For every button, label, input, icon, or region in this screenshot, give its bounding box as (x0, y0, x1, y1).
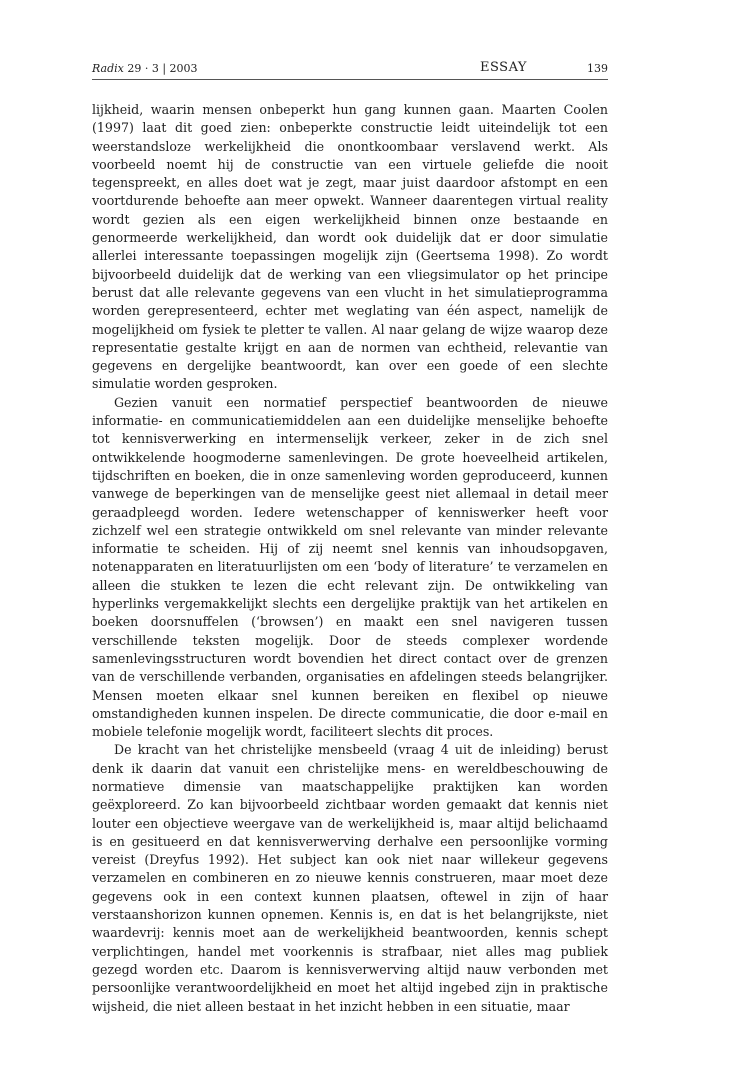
journal-citation (92, 62, 198, 75)
page-number: 139 (587, 62, 608, 75)
article-body (92, 101, 608, 1016)
paragraph-3: De kracht van het christelijke mensbeeld (vraag 4 uit de inleiding) berust denk ik daarin dat vanuit een christelijke mens- en wereldbeschouwing de normatieve dimensie van maatschappelijke praktijken kan worden geëxploreerd. Zo kan bijvoorbeeld zichtbaar worden gemaakt dat kennis niet louter een objectieve weergave van de werkelijkheid is, maar altijd belichaamd is en gesitueerd en dat kennisverwerving derhalve een persoonlijke vorming vereist (Dreyfus 1992). Het subject kan ook niet naar willekeur gegevens verzamelen en combineren en zo nieuwe kennis construeren, maar moet deze gegevens ook in een context kunnen plaatsen, oftewel in zijn of haar verstaanshorizon kunnen opnemen. Kennis is, en dat is het belangrijkste, niet waardevrij: kennis moet aan de werkelijkheid beantwoorden, kennis schept verplichtingen, handel met voorkennis is strafbaar, niet alles mag publiek gezegd worden etc. Daarom is kennisverwerving altijd nauw verbonden met persoonlijke verantwoordelijkheid en moet het altijd ingebed zijn in praktische wijsheid, die niet alleen bestaat in het inzicht hebben in een situatie, maar (92, 742, 608, 1014)
journal-name: Radix (92, 62, 124, 75)
section-title: ESSAY (480, 60, 528, 75)
paragraph-1: lijkheid, waarin mensen onbeperkt hun gang kunnen gaan. Maarten Coolen (1997) laat dit goed zien: onbeperkte constructie leidt uiteindelijk tot een weerstandsloze werkelijkheid die onontkoombaar verslavend werkt. Als voorbeeld noemt hij de constructie van een virtuele geliefde die nooit tegenspreekt, en alles doet wat je zegt, maar juist daardoor afstompt en een voortdurende behoefte aan meer opwekt. Wanneer daarentegen virtual reality wordt gezien als een eigen werkelijkheid binnen onze bestaande en genormeerde werkelijkheid, dan wordt ook duidelijk dat er door simulatie allerlei interessante toepassingen mogelijk zijn (Geertsema 1998). Zo wordt bijvoorbeeld duidelijk dat de werking van een vliegsimulator op het principe berust dat alle relevante gegevens van een vlucht in het simulatieprogramma worden gerepresenteerd, echter met weglating van één aspect, namelijk de mogelijkheid om fysiek te pletter te vallen. Al naar gelang de wijze waarop deze representatie gestalte krijgt en aan de normen van echtheid, relevantie van gegevens en dergelijke beantwoordt, kan over een goede of een slechte simulatie worden gesproken. (92, 102, 608, 392)
header-rule (92, 79, 608, 80)
paragraph-2: Gezien vanuit een normatief perspectief beantwoorden de nieuwe informatie- en communicatiemiddelen aan een duidelijke menselijke behoefte tot kennisverwerking en intermenselijk verkeer, zeker in de zich snel ontwikkelende hoogmoderne samenlevingen. De grote hoeveelheid artikelen, tijdschriften en boeken, die in onze samenleving worden geproduceerd, kunnen vanwege de beperkingen van de menselijke geest niet allemaal in detail meer geraadpleegd worden. Iedere wetenschapper of kenniswerker heeft voor zichzelf wel een strategie ontwikkeld om snel relevante van minder relevante informatie te scheiden. Hij of zij neemt snel kennis van inhoudsopgaven, notenapparaten en literatuurlijsten om een ‘body of literature’ te verzamelen en alleen die stukken te lezen die echt relevant zijn. De ontwikkeling van hyperlinks vergemakkelijkt slechts een dergelijke praktijk van het artikelen en boeken doorsnuffelen (‘browsen’) en maakt een snel navigeren tussen verschillende teksten mogelijk. Door de steeds complexer wordende samenlevingsstructuren wordt bovendien het direct contact over de grenzen van de verschillende verbanden, organisaties en afdelingen steeds belangrijker. Mensen moeten elkaar snel kunnen bereiken en flexibel op nieuwe omstandigheden kunnen inspelen. De directe communicatie, die door e-mail en mobiele telefonie mogelijk wordt, faciliteert slechts dit proces. (92, 394, 608, 740)
issue-info: 29 · 3 | 2003 (127, 62, 198, 75)
running-header (92, 62, 608, 80)
